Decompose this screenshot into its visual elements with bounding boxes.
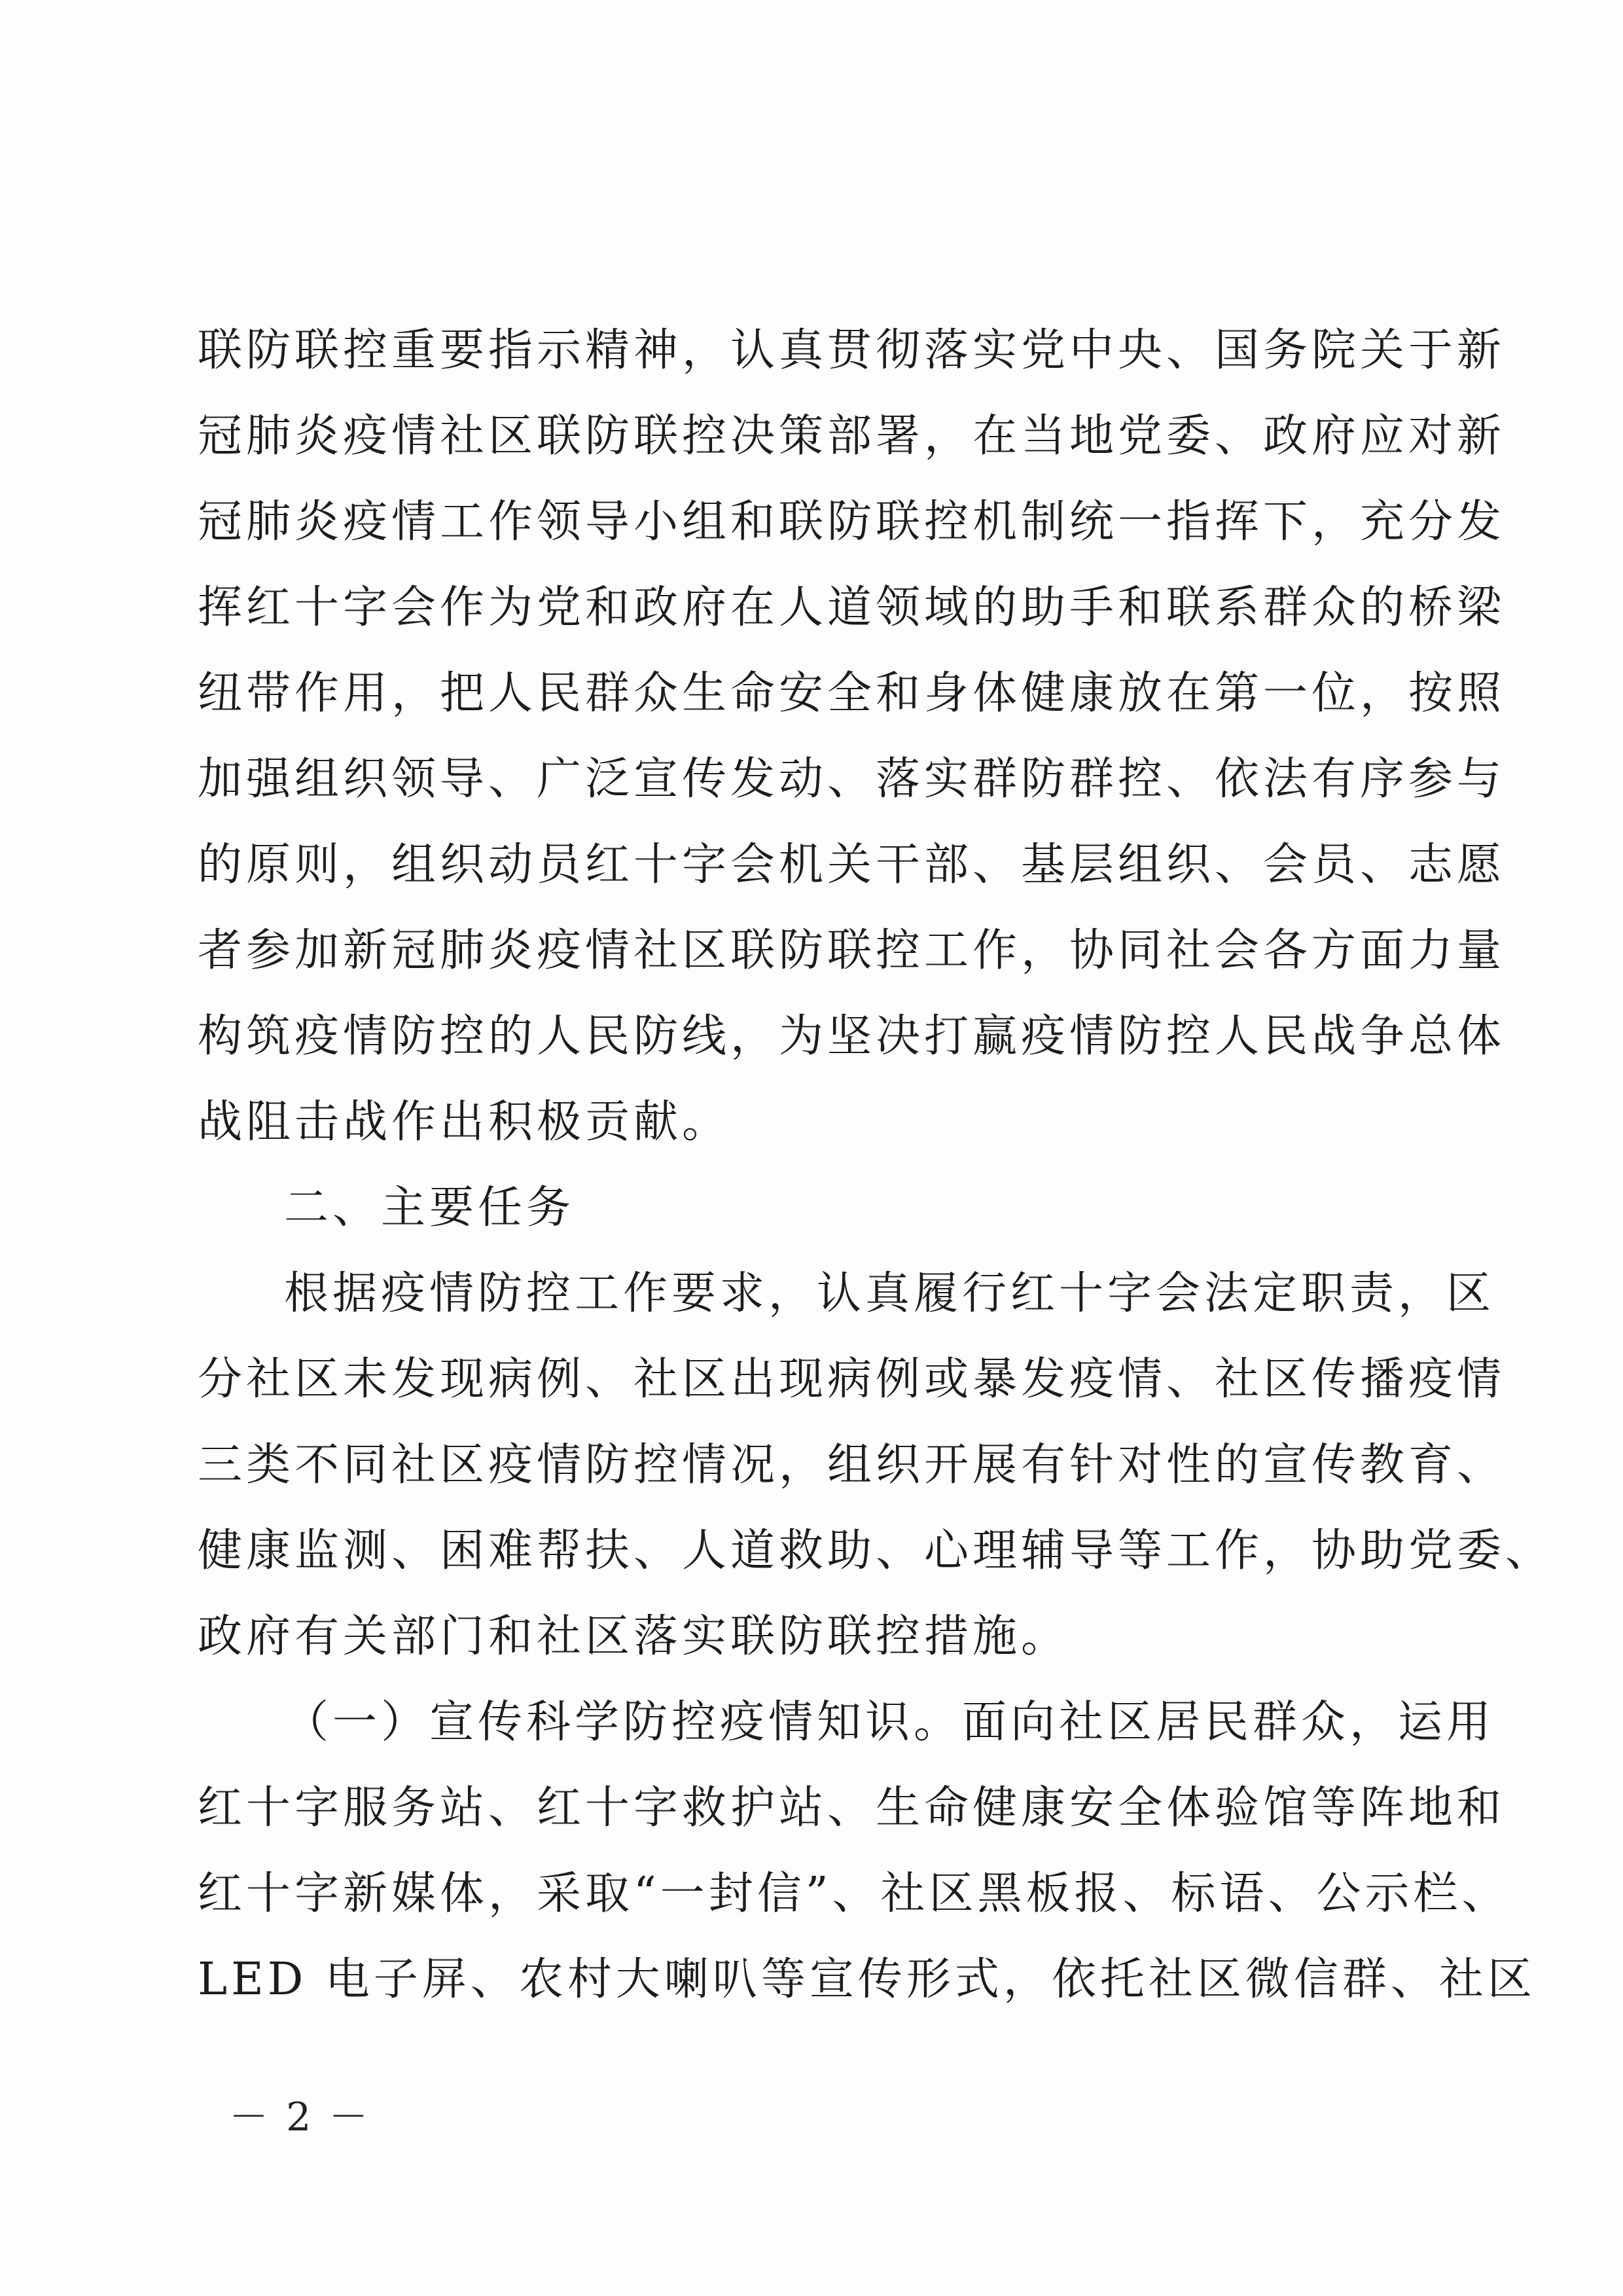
text-line: 者参加新冠肺炎疫情社区联防联控工作，协同社会各方面力量 — [198, 925, 1506, 977]
text-line: 冠肺炎疫情工作领导小组和联防联控机制统一指挥下，充分发 — [198, 496, 1506, 548]
text-line: 红十字新媒体，采取“一封信”、社区黑板报、标语、公示栏、 — [198, 1868, 1510, 1920]
text-line: 三类不同社区疫情防控情况，组织开展有针对性的宣传教育、 — [198, 1439, 1506, 1491]
text-line: 分社区未发现病例、社区出现病例或暴发疫情、社区传播疫情 — [198, 1354, 1506, 1405]
paragraph-2 — [198, 1251, 1554, 1679]
text-line: 构筑疫情防控的人民防线，为坚决打赢疫情防控人民战争总体 — [198, 1011, 1506, 1062]
paragraph-3 — [198, 1679, 1536, 2022]
text-line: 健康监测、困难帮扶、人道救助、心理辅导等工作，协助党委、 — [198, 1525, 1554, 1577]
text-line: 的原则，组织动员红十字会机关干部、基层组织、会员、志愿 — [198, 839, 1506, 891]
text-line: 联防联控重要指示精神，认真贯彻落实党中央、国务院关于新 — [198, 325, 1506, 376]
text-line: 冠肺炎疫情社区联防联控决策部署，在当地党委、政府应对新 — [198, 410, 1506, 462]
text-line: 红十字服务站、红十字救护站、生命健康安全体验馆等阵地和 — [198, 1782, 1506, 1834]
text-line: 纽带作用，把人民群众生命安全和身体健康放在第一位，按照 — [198, 668, 1506, 719]
text-line: （一）宣传科学防控疫情知识。面向社区居民群众，运用 — [284, 1696, 1495, 1748]
text-line: LED 电子屏、农村大喇叭等宣传形式，依托社区微信群、社区 — [198, 1954, 1536, 2005]
text-line: 政府有关部门和社区落实联防联控措施。 — [198, 1611, 1070, 1662]
text-line: 加强组织领导、广泛宣传发动、落实群防群控、依法有序参与 — [198, 753, 1506, 805]
text-line: 根据疫情防控工作要求，认真履行红十字会法定职责，区 — [284, 1268, 1495, 1319]
text-line: 挥红十字会作为党和政府在人道领域的助手和联系群众的桥梁 — [198, 582, 1506, 634]
page-number: － 2 － — [229, 2094, 371, 2140]
paragraph-1 — [198, 308, 1506, 1165]
text-line: 战阻击战作出积极贡献。 — [198, 1096, 731, 1148]
document-body — [198, 308, 1554, 2022]
section-heading: 二、主要任务 — [284, 1182, 575, 1234]
